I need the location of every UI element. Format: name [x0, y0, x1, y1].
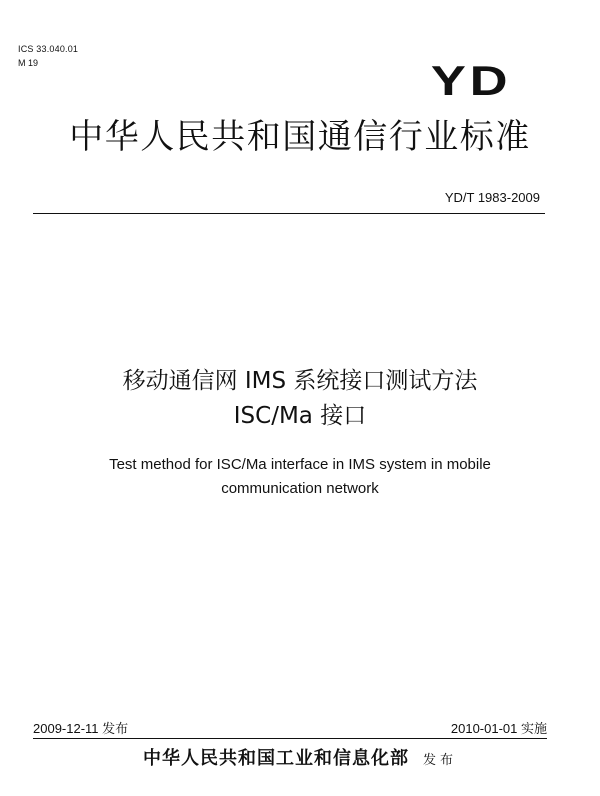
issuer-name: 中华人民共和国工业和信息化部: [142, 748, 409, 769]
standard-category-title: 中华人民共和国通信行业标准: [69, 117, 531, 157]
issuer-suffix: 发布: [422, 753, 457, 768]
classification-code: M 19: [18, 58, 39, 68]
implement-date: 2010-01-01 实施: [450, 721, 547, 736]
document-title-en-line1: Test method for ISC/Ma interface in IMS system in mobile: [109, 456, 491, 473]
publish-date: 2009-12-11 发布: [33, 721, 129, 736]
ics-code: ICS 33.040.01: [18, 44, 79, 54]
document-title-en-line2: communication network: [221, 480, 379, 497]
document-title-zh: 移动通信网 IMS 系统接口测试方法: [122, 368, 478, 394]
yd-logo: YD: [430, 57, 511, 104]
document-title-en: [0, 453, 600, 501]
document-subtitle-zh: ISC/Ma 接口: [233, 403, 367, 429]
issuer-line: [0, 750, 600, 768]
header-divider: [33, 213, 545, 214]
standard-number: YD/T 1983-2009: [444, 190, 540, 205]
footer-divider: [33, 738, 547, 739]
